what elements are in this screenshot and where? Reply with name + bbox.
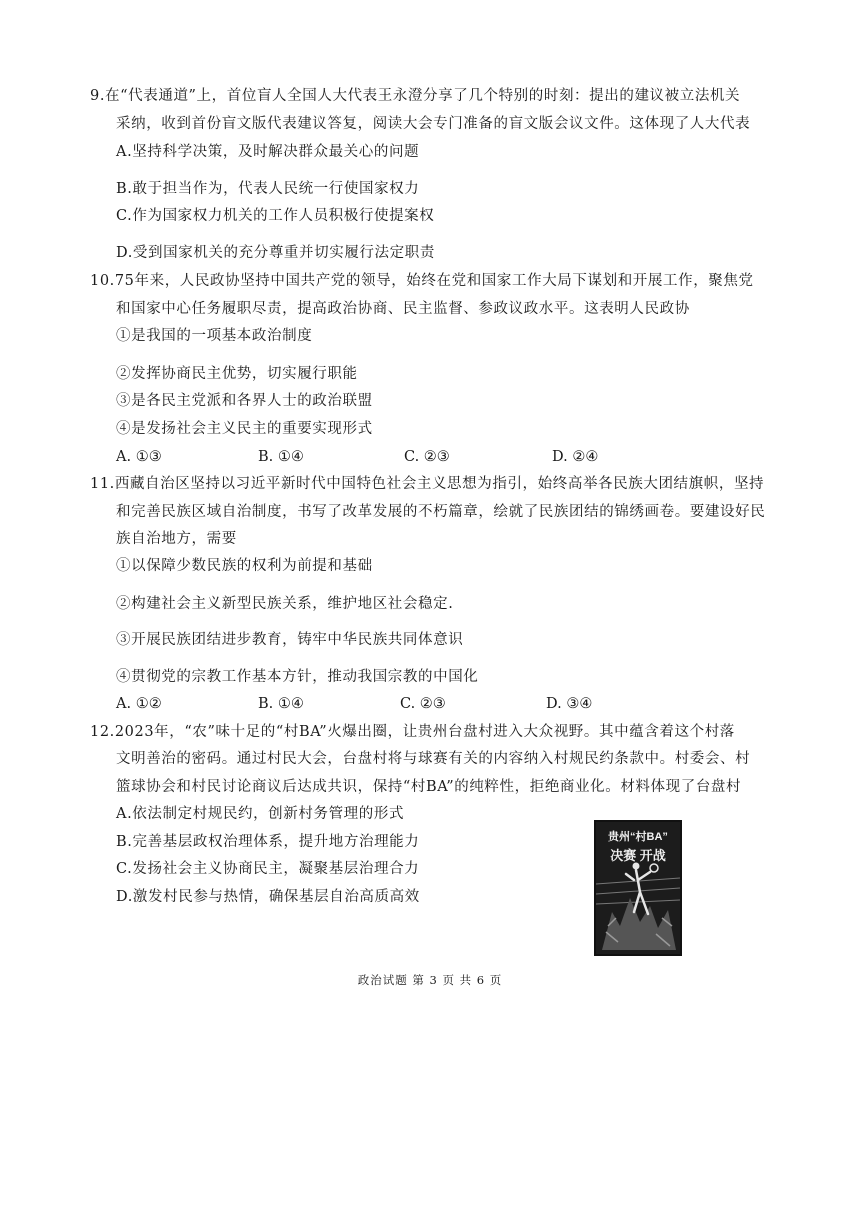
q10-choice-a: A. ①③: [116, 449, 162, 465]
q11-stem-line2: 和完善民族区域自治制度，书写了改革发展的不朽篇章，绘就了民族团结的锦绣画卷。要建设好民: [116, 504, 766, 520]
page-footer: 政治试题 第 3 页 共 6 页: [357, 973, 503, 987]
q10-stem-line1: 10.75年来，人民政协坚持中国共产党的领导，始终在党和国家工作大局下谋划和开展工作，聚焦党: [90, 273, 754, 289]
q9-option-b: B.敢于担当作为，代表人民统一行使国家权力: [116, 181, 420, 197]
q10-choice-d: D. ②④: [552, 449, 599, 465]
q10-choice-b: B. ①④: [258, 449, 304, 465]
q12-option-d: D.激发村民参与热情，确保基层自治高质高效: [116, 889, 420, 905]
q11-choice-d: D. ③④: [546, 696, 593, 712]
q11-statement-2: ②构建社会主义新型民族关系，维护地区社会稳定.: [116, 596, 454, 612]
q9-option-c: C.作为国家权力机关的工作人员积极行使提案权: [116, 208, 435, 224]
q11-choice-b: B. ①④: [258, 696, 304, 712]
q9-stem-line2: 采纳，收到首份盲文版代表建议答复，阅读大会专门准备的盲文版会议文件。这体现了人大代表: [116, 116, 751, 132]
q10-statement-2: ②发挥协商民主优势，切实履行职能: [116, 366, 358, 382]
q9-option-a: A.坚持科学决策，及时解决群众最关心的问题: [116, 144, 420, 160]
q12-option-a: A.依法制定村规民约，创新村务管理的形式: [116, 806, 405, 822]
q12-stem-line3: 篮球协会和村民讨论商议后达成共识，保持“村BA”的纯粹性，拒绝商业化。材料体现了台盘村: [116, 779, 742, 795]
cun-ba-poster-image: [594, 820, 682, 956]
q12-option-c: C.发扬社会主义协商民主，凝聚基层治理合力: [116, 861, 420, 877]
q12-stem-line2: 文明善治的密码。通过村民大会，台盘村将与球赛有关的内容纳入村规民约条款中。村委会、村: [116, 751, 751, 767]
q11-statement-1: ①以保障少数民族的权利为前提和基础: [116, 558, 373, 574]
q9-option-d: D.受到国家机关的充分尊重并切实履行法定职责: [116, 245, 435, 261]
q10-statement-3: ③是各民主党派和各界人士的政治联盟: [116, 393, 373, 409]
q11-choice-c: C. ②③: [400, 696, 446, 712]
poster-title-bottom: 决赛 开战: [610, 848, 666, 863]
q10-choice-c: C. ②③: [404, 449, 450, 465]
q10-statement-4: ④是发扬社会主义民主的重要实现形式: [116, 421, 373, 437]
q10-statement-1: ①是我国的一项基本政治制度: [116, 328, 313, 344]
poster-artwork: [596, 822, 680, 954]
q11-statement-4: ④贯彻党的宗教工作基本方针，推动我国宗教的中国化: [116, 669, 479, 685]
poster-title-top: 贵州“村BA”: [608, 831, 668, 843]
q12-stem-line1: 12.2023年，“农”味十足的“村BA”火爆出圈，让贵州台盘村进入大众视野。其中蕴含着这个村落: [90, 724, 735, 740]
q11-choice-a: A. ①②: [116, 696, 162, 712]
q11-statement-3: ③开展民族团结进步教育，铸牢中华民族共同体意识: [116, 632, 464, 648]
q11-stem-line3: 族自治地方，需要: [116, 531, 237, 547]
q10-stem-line2: 和国家中心任务履职尽责，提高政治协商、民主监督、参政议政水平。这表明人民政协: [116, 301, 690, 317]
q11-stem-line1: 11.西藏自治区坚持以习近平新时代中国特色社会主义思想为指引，始终高举各民族大团结旗帜，坚持: [90, 476, 765, 492]
q9-stem-line1: 9.在“代表通道”上，首位盲人全国人大代表王永澄分享了几个特别的时刻：提出的建议被立法机关: [90, 88, 741, 104]
q12-option-b: B.完善基层政权治理体系，提升地方治理能力: [116, 834, 420, 850]
